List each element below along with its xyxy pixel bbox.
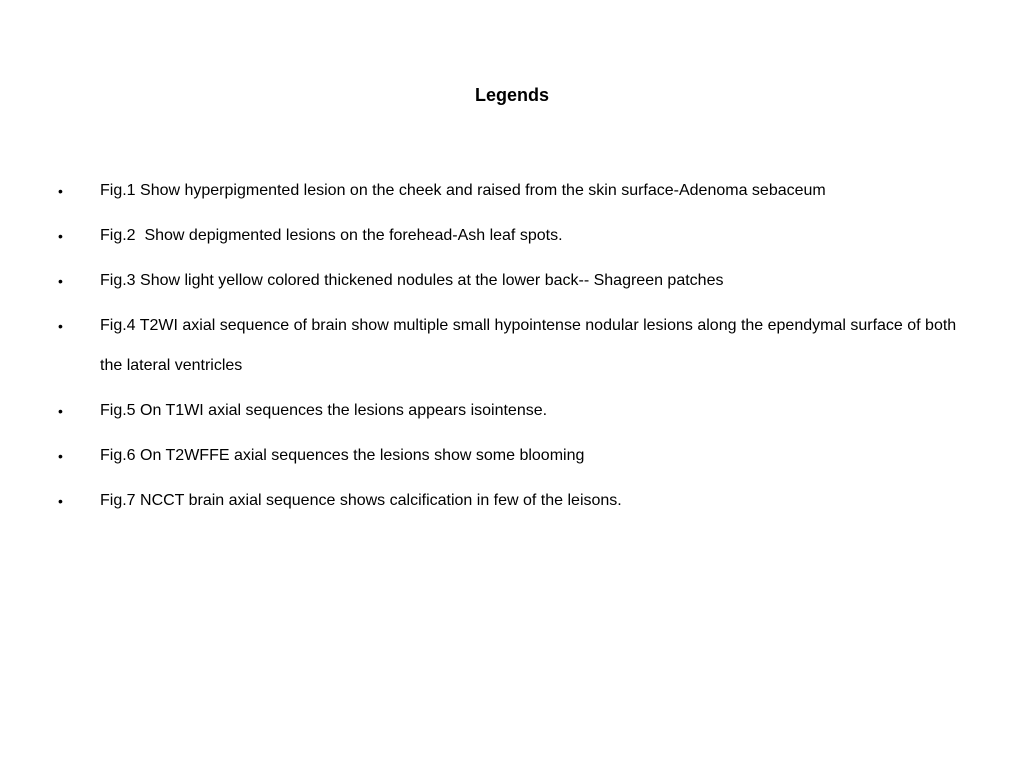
bullet-icon: • bbox=[58, 228, 63, 244]
bullet-icon: • bbox=[58, 273, 63, 289]
legend-text: Fig.6 On T2WFFE axial sequences the lesions show some blooming bbox=[100, 447, 585, 464]
bullet-icon: • bbox=[58, 448, 63, 464]
legend-text: Fig.4 T2WI axial sequence of brain show multiple small hypointense nodular lesions along the ependymal surface of both the lateral ventricles bbox=[100, 317, 961, 374]
legend-text: Fig.3 Show light yellow colored thickened nodules at the lower back-- Shagreen patches bbox=[100, 272, 724, 289]
legend-text: Fig.5 On T1WI axial sequences the lesions appears isointense. bbox=[100, 402, 548, 419]
bullet-icon: • bbox=[58, 183, 63, 199]
legend-text: Fig.7 NCCT brain axial sequence shows calcification in few of the leisons. bbox=[100, 492, 622, 509]
legend-item-fig2 bbox=[58, 226, 978, 246]
legend-item-fig1 bbox=[58, 181, 978, 201]
bullet-icon: • bbox=[58, 318, 63, 334]
legend-text: Fig.1 Show hyperpigmented lesion on the cheek and raised from the skin surface-Adenoma sebaceum bbox=[100, 182, 826, 199]
legend-item-fig5 bbox=[58, 401, 978, 421]
legend-item-fig6 bbox=[58, 446, 978, 466]
bullet-icon: • bbox=[58, 403, 63, 419]
bullet-icon: • bbox=[58, 493, 63, 509]
legend-text: Fig.2 Show depigmented lesions on the forehead-Ash leaf spots. bbox=[100, 227, 563, 244]
legend-list bbox=[58, 181, 978, 536]
legend-item-fig3 bbox=[58, 271, 978, 291]
page-title: Legends bbox=[474, 85, 549, 105]
legend-item-fig4 bbox=[58, 316, 978, 386]
legend-item-fig7 bbox=[58, 491, 978, 511]
